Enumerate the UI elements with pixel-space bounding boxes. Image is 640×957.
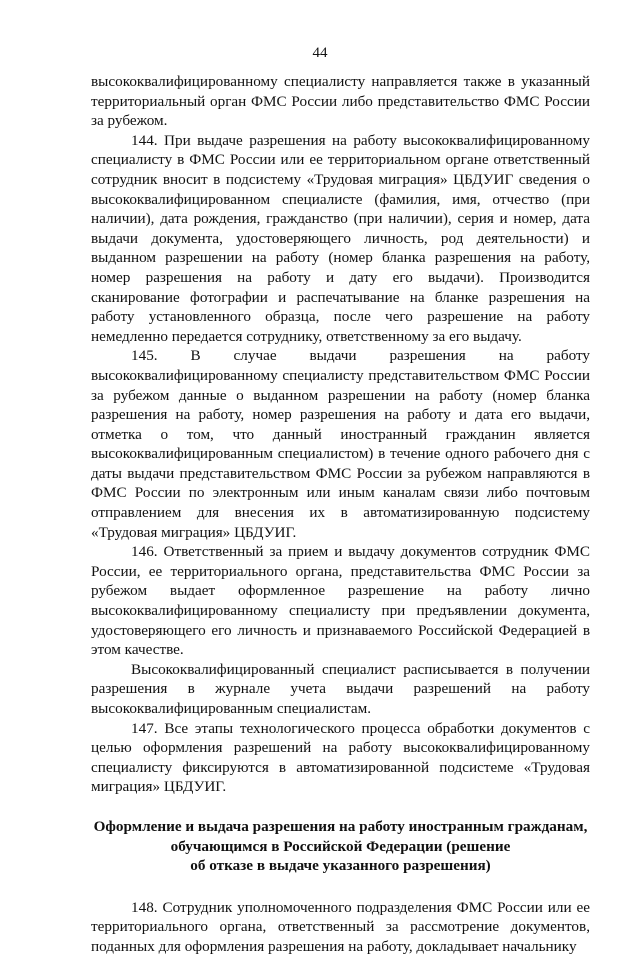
section-heading-line-2: обучающимся в Российской Федерации (решение bbox=[170, 837, 511, 855]
paragraph-147: 147. Все этапы технологического процесса обработки документов с целью оформления разрешений на работу высококвалифицированному специалисту фиксируются в автоматизированной подсистеме «Трудовая миграция» ЦБДУИГ. bbox=[91, 719, 590, 796]
paragraph-145: 145. В случае выдачи разрешения на работу высококвалифицированному специалисту представительством ФМС России за рубежом данные о выданном разрешении на работу (номер бланка разрешения на работу, номер разрешения на работу и дата его выдачи, отметка о том, что данный иностранный гражданин является высококвалифицированным специалистом) в течение одного рабочего дня с даты выдачи представительством ФМС России за рубежом направляются в ФМС России по электронным или иным каналам связи либо почтовым отправлением для внесения их в автоматизированную подсистему «Трудовая миграция» ЦБДУИГ. bbox=[91, 347, 590, 541]
paragraph-144: 144. При выдаче разрешения на работу высококвалифицированному специалисту в ФМС России или ее территориальном органе ответственный сотрудник вносит в подсистему «Трудовая миграция» ЦБДУИГ сведения о высококвалифицированном специалисте (фамилия, имя, отчество (при наличии), дата рождения, гражданство (при наличии), серия и номер, дата выдачи документа, удостоверяющего личность, род деятельности) и выданном разрешении на работу (номер бланка разрешения на работу, номер разрешения на работу и дату его выдачи). Производится сканирование фотографии и распечатывание на бланке разрешения на работу установленного образца, после чего разрешение на работу немедленно передается сотруднику, ответственному за его выдачу. bbox=[91, 131, 590, 345]
paragraph-148: 148. Сотрудник уполномоченного подразделения ФМС России или ее территориального органа, ответственный за рассмотрение документов, поданных для оформления разрешения на работу, докладывает начальнику bbox=[91, 898, 590, 955]
page-number: 44 bbox=[312, 45, 328, 61]
paragraph-continuation: высококвалифицированному специалисту направляется также в указанный территориальный орган ФМС России либо представительство ФМС России за рубежом. bbox=[91, 73, 590, 130]
paragraph-146-signature: Высококвалифицированный специалист расписывается в получении разрешения в журнале учета выдачи разрешений на работу высококвалифицированным специалистам. bbox=[91, 660, 590, 717]
section-heading bbox=[91, 817, 590, 876]
paragraph-146: 146. Ответственный за прием и выдачу документов сотрудник ФМС России, ее территориального органа, представительства ФМС России за рубежом выдает оформленное разрешение на работу лично высококвалифицированному специалисту при предъявлении документа, удостоверяющего его личность и признаваемого Российской Федерацией в этом качестве. bbox=[91, 543, 590, 659]
document-body bbox=[91, 72, 590, 957]
section-heading-line-1: Оформление и выдача разрешения на работу иностранным гражданам, bbox=[93, 817, 588, 835]
section-heading-line-3: об отказе в выдаче указанного разрешения) bbox=[190, 857, 491, 875]
